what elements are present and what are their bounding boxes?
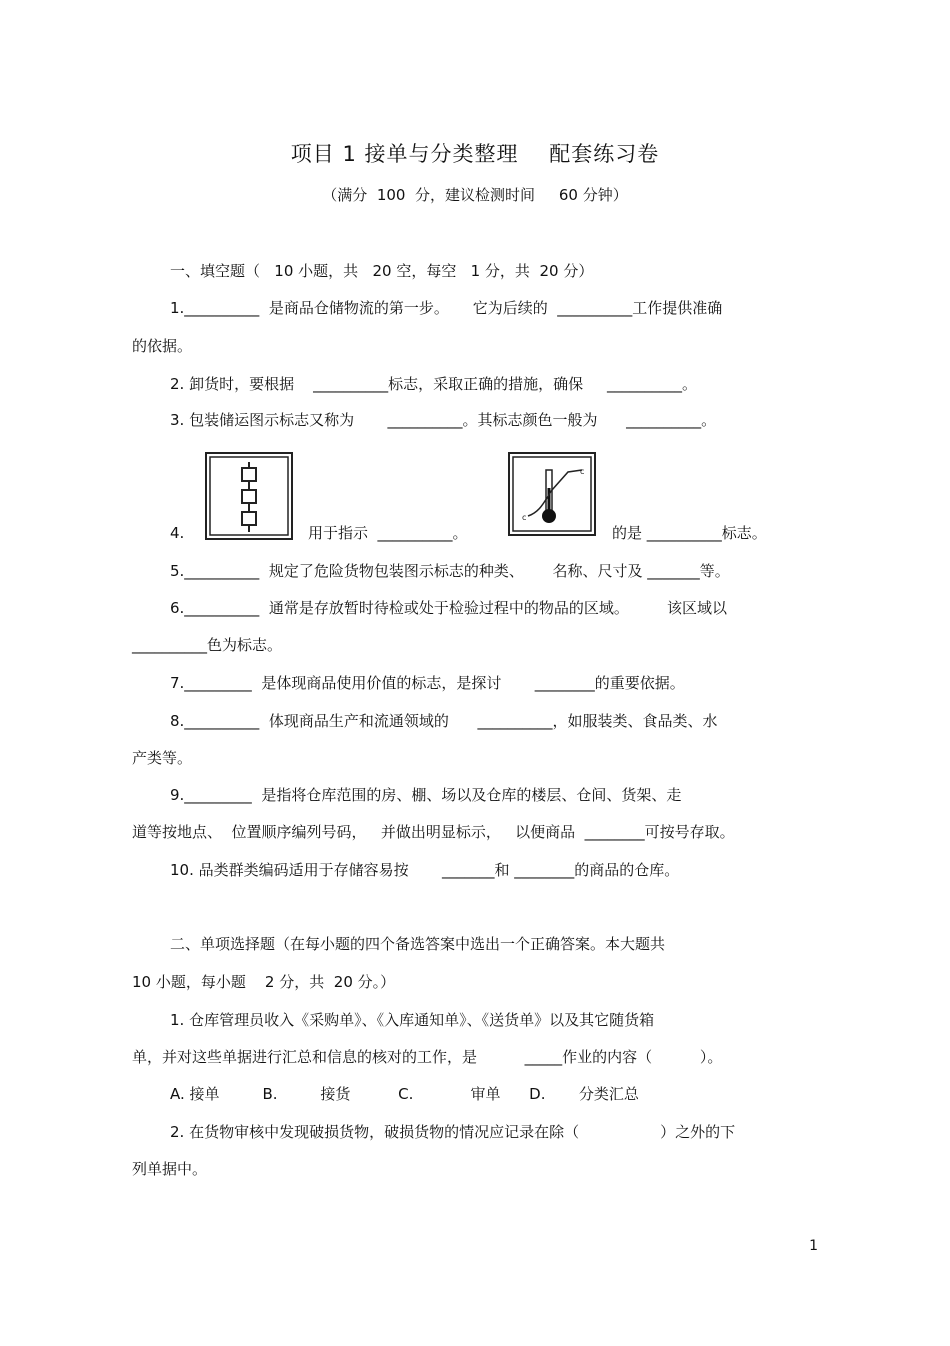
q5-line: 5.__________ 规定了危险货物包装图示标志的种类、 名称、尺寸及 _______等。	[170, 562, 730, 580]
q6-line1: 6.__________ 通常是存放暂时待检或处于检验过程中的物品的区域。 该区域以	[170, 599, 727, 617]
q2-line: 2. 卸货时，要根据 __________标志，采取正确的措施，确保 __________。	[170, 375, 697, 393]
s2-q1-line1: 1. 仓库管理员收入《采购单》、《入库通知单》、《送货单》以及其它随货箱	[170, 1011, 655, 1029]
section2-heading-line2: 10 小题，每小题 2 分，共 20 分。）	[132, 973, 396, 991]
q7-line: 7._________ 是体现商品使用价值的标志，是探讨 ________的重要依据。	[170, 674, 685, 692]
s2-q2-line2: 列单据中。	[132, 1160, 208, 1178]
temperature-limit-icon	[508, 452, 596, 536]
chain-stack-icon	[205, 452, 293, 540]
q4-number: 4.	[170, 524, 185, 542]
q4-middle-text: 用于指示 __________。	[308, 524, 468, 542]
q9-line2: 道等按地点、 位置顺序编列号码， 并做出明显标示， 以便商品 ________可按号存取。	[132, 823, 735, 841]
q10-line: 10. 品类群类编码适用于存储容易按 _______和 ________的商品的仓库。	[170, 861, 680, 879]
page-title: 项目 1 接单与分类整理 配套练习卷	[290, 142, 660, 166]
q1-line2: 的依据。	[132, 337, 193, 355]
q9-line1: 9._________ 是指将仓库范围的房、棚、场以及仓库的楼层、仓间、货架、走	[170, 786, 682, 804]
q6-line2: __________色为标志。	[132, 636, 283, 654]
q1-line1: 1.__________ 是商品仓储物流的第一步。 它为后续的 __________工作提供准确	[170, 299, 723, 317]
q8-line1: 8.__________ 体现商品生产和流通领域的 __________，如服装类、食品类、水	[170, 712, 718, 730]
section2-heading-line1: 二、单项选择题（在每小题的四个备选答案中选出一个正确答案。本大题共	[170, 935, 666, 953]
section1-heading: 一、填空题（ 10 小题，共 20 空，每空 1 分，共 20 分）	[170, 262, 594, 280]
page-number: 1	[809, 1238, 818, 1254]
s2-q1-options: A. 接单 B. 接货 C. 审单 D. 分类汇总	[170, 1085, 639, 1103]
svg-text:c: c	[580, 467, 585, 476]
q3-line: 3. 包装储运图示标志又称为 __________。其标志颜色一般为 __________。	[170, 411, 717, 429]
q4-end-text: 的是 __________标志。	[612, 524, 767, 542]
s2-q2-line1: 2. 在货物审核中发现破损货物，破损货物的情况应记录在除（ ）之外的下	[170, 1123, 736, 1141]
s2-q1-line2: 单，并对这些单据进行汇总和信息的核对的工作，是 _____作业的内容（ ）。	[132, 1048, 723, 1066]
q8-line2: 产类等。	[132, 749, 193, 767]
page-subtitle: （满分 100 分，建议检测时间 60 分钟）	[322, 186, 628, 204]
svg-text:c: c	[522, 513, 527, 522]
